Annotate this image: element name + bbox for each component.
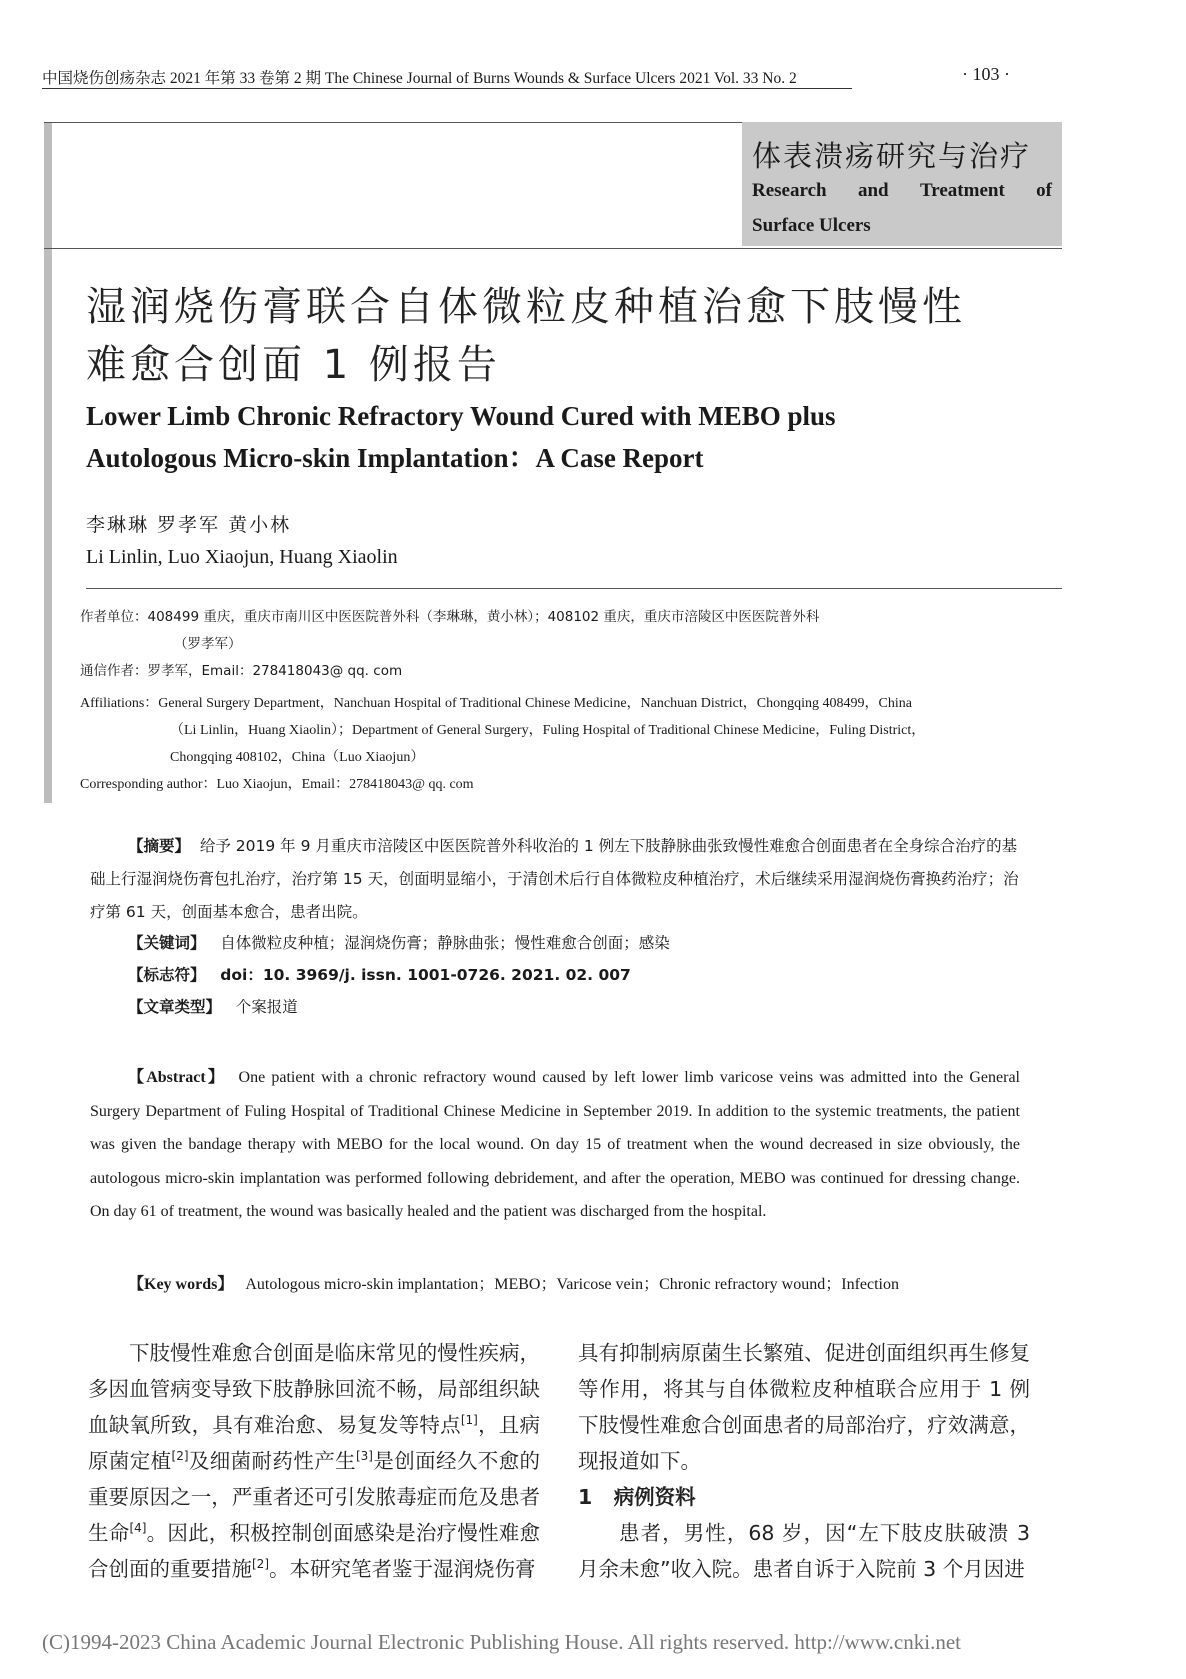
page-number: · 103 · [962,64,1010,84]
abstract-cn-text: 给予 2019 年 9 月重庆市涪陵区中医医院普外科收治的 1 例左下肢静脉曲张致慢性难愈合创面患者在全身综合治疗的基础上行湿润烧伤膏包扎治疗，治疗第 15 天，创面明显缩小，于清创术后行自体微粒皮种植治疗，术后继续采用湿润烧伤膏换药治疗；治疗第 61 天，创面基本愈合，患者出院。 [90,837,1019,921]
title-top-rule [44,248,1062,249]
abstract-en [90,1061,1020,1229]
abstract-cn [90,830,1020,929]
authors-rule [86,588,1062,589]
citation-ref: [2] [171,1449,189,1464]
abstract-en-text: One patient with a chronic refractory wound caused by left lower limb varicose veins was admitted into the General Surgery Department of Fuling Hospital of Traditional Chinese Medicine in September 2019. In addition to the systemic treatments, the patient was given the bandage therapy with MEBO for the local wound. On day 15 of treatment when the wound decreased in size obviously, the autologous micro-skin implantation was performed following debridement, and after the operation, MEBO was continued for dressing change. On day 61 of treatment, the wound was basically healed and the patient was discharged from the hospital. [90,1069,1020,1220]
abstract-en-label: 【Abstract】 [128,1069,227,1086]
column-word: of [1036,180,1052,201]
column-word: Research [752,180,827,201]
column-word: Treatment [920,180,1005,201]
column-title-en-line2: Surface Ulcers [752,215,871,236]
affiliation-en-line1: Affiliations：General Surgery Department，Nanchuan Hospital of Traditional Chinese Medicine，Nanchuan District，Chongqing 408499，China [80,696,912,711]
title-cn-line1: 湿润烧伤膏联合自体微粒皮种植治愈下肢慢性 [86,284,966,330]
body-text: 下肢慢性难愈合创面是临床常见的慢性疾病，多因血管病变导致下肢静脉回流不畅，局部组织缺血缺氧所致，具有难治愈、易复发等特点 [88,1341,540,1437]
body-left-column [88,1335,540,1587]
affiliation-en-line2: （Li Linlin，Huang Xiaolin）；Department of General Surgery，Fuling Hospital of Traditional Chinese Medicine，Fuling District， [170,723,926,738]
citation-ref: [3] [355,1449,373,1464]
column-title-cn: 体表溃疡研究与治疗 [752,139,1032,173]
keywords-cn-row [128,931,670,953]
body-text: 及细菌耐药性产生 [188,1449,356,1473]
doi-row [128,963,631,985]
affiliation-en-line3: Chongqing 408102，China（Luo Xiaojun） [170,750,425,765]
doi: doi：10. 3969/j. issn. 1001-0726. 2021. 02. 007 [220,966,631,984]
affiliation-cn-line2: （罗孝军） [174,636,242,652]
body-right-column [578,1335,1030,1587]
abstract-cn-label: 【摘要】 [128,837,191,855]
body-text: ，且病原菌定植 [88,1413,541,1473]
copyright-footer: (C)1994-2023 China Academic Journal Electronic Publishing House. All rights reserved. http://www.cnki.net [42,1630,961,1654]
article-type-row [128,995,298,1017]
authors-cn: 李琳琳 罗孝军 黄小林 [86,514,292,536]
keywords-cn-label: 【关键词】 [128,934,206,952]
authors-en: Li Linlin, Luo Xiaojun, Huang Xiaolin [86,546,398,568]
section-number: 1 [578,1485,593,1509]
body-text: 。因此，积极控制创面感染是治疗慢性难愈合创面的重要措施 [88,1521,541,1581]
citation-ref: [2] [252,1557,269,1572]
doi-label: 【标志符】 [128,966,206,984]
corresponding-en: Corresponding author：Luo Xiaojun，Email：278418043@ qq. com [80,777,474,792]
column-word: and [857,180,889,201]
affiliation-cn-line1: 作者单位：408499 重庆，重庆市南川区中医医院普外科（李琳琳，黄小林）；408102 重庆，重庆市涪陵区中医医院普外科 [80,609,820,625]
body-text: 是创面经久不愈的重要原因之一，严重者还可引发脓毒症而危及患者生命 [88,1449,541,1545]
citation-ref: [4] [129,1521,147,1536]
corresponding-cn: 通信作者：罗孝军，Email：278418043@ qq. com [80,663,403,679]
article-type: 个案报道 [235,998,298,1016]
body-paragraph: 患者，男性，68 岁，因“左下肢皮肤破溃 3 月余未愈”收入院。患者自诉于入院前 3 个月因进 [578,1521,1030,1581]
article-type-label: 【文章类型】 [128,998,222,1016]
title-cn-line2: 难愈合创面 1 例报告 [86,342,501,388]
keywords-en-row [128,1271,899,1294]
keywords-en-label: 【Key words】 [128,1276,234,1293]
keywords-cn: 自体微粒皮种植；湿润烧伤膏；静脉曲张；慢性难愈合创面；感染 [220,934,670,952]
body-paragraph: 具有抑制病原菌生长繁殖、促进创面组织再生修复等作用，将其与自体微粒皮种植联合应用于 1 例下肢慢性难愈合创面患者的局部治疗，疗效满意，现报道如下。 [578,1341,1030,1473]
citation-ref: [1] [460,1413,478,1428]
article-title-cn [86,278,1086,394]
left-vertical-bar [44,123,52,803]
section-heading [578,1479,1030,1515]
title-en-line1: Lower Limb Chronic Refractory Wound Cured with MEBO plus [86,401,836,431]
title-en-line2: Autologous Micro-skin Implantation：A Case Report [86,443,704,473]
section-title: 病例资料 [613,1485,696,1509]
article-title-en [86,395,1086,479]
keywords-en: Autologous micro-skin implantation；MEBO；Varicose vein；Chronic refractory wound；Infection [245,1276,899,1293]
column-title-en-line1 [752,180,1052,202]
body-text: 。本研究笔者鉴于湿润烧伤膏 [269,1557,536,1581]
header-rule [42,88,852,89]
running-header: 中国烧伤创疡杂志 2021 年第 33 卷第 2 期 The Chinese Journal of Burns Wounds & Surface Ulcers 2021 Vol. 33 No. 2 [42,70,797,87]
